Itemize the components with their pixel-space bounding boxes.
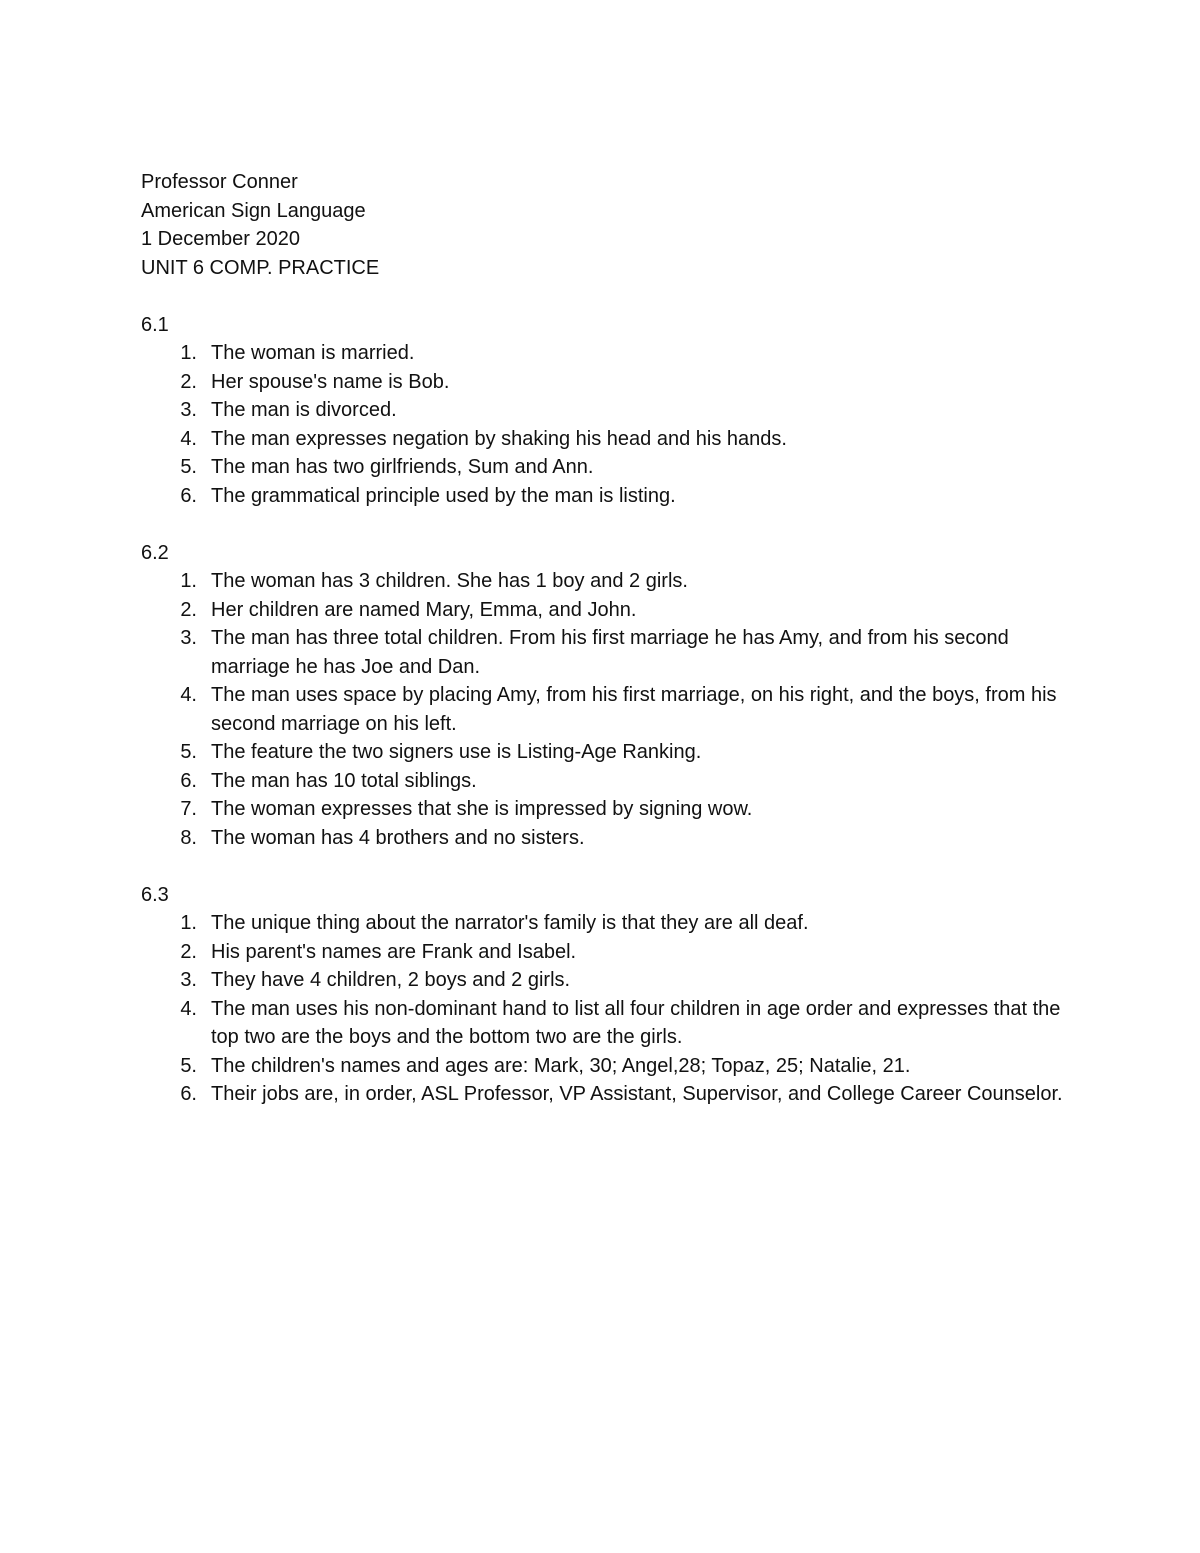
- list-item: [141, 824, 1071, 853]
- list-item: [141, 425, 1071, 454]
- list-item: [141, 396, 1071, 425]
- item-text: Her spouse's name is Bob.: [211, 370, 450, 393]
- list-item: [141, 1052, 1071, 1081]
- item-number: 4.: [180, 997, 197, 1020]
- item-text: The man has two girlfriends, Sum and Ann.: [211, 456, 594, 478]
- item-number: 2.: [180, 370, 197, 393]
- item-number: 1.: [180, 342, 197, 364]
- item-text: The grammatical principle used by the man is listing.: [211, 484, 676, 507]
- section-6-2: [141, 539, 1071, 853]
- item-text: The children's names and ages are: Mark, 30; Angel,28; Topaz, 25; Natalie, 21.: [211, 1054, 911, 1077]
- list-item: [141, 339, 1071, 368]
- section-6-3: [141, 881, 1071, 1109]
- list-item: [141, 368, 1071, 397]
- item-text: They have 4 children, 2 boys and 2 girls.: [211, 969, 571, 991]
- item-number: 7.: [180, 798, 197, 820]
- list-item: [141, 624, 1071, 681]
- item-number: 1.: [180, 570, 197, 592]
- item-text: Her children are named Mary, Emma, and John.: [211, 598, 637, 621]
- list-item: [141, 1080, 1071, 1109]
- item-number: 5.: [180, 741, 197, 763]
- professor-name: Professor Conner: [141, 171, 298, 193]
- list-item: [141, 966, 1071, 995]
- item-number: 1.: [180, 912, 197, 934]
- answer-list: [141, 339, 1071, 510]
- list-item: [141, 995, 1071, 1052]
- item-number: 4.: [180, 684, 197, 706]
- item-number: 8.: [180, 826, 197, 849]
- item-number: 2.: [180, 940, 197, 963]
- section-title: 6.1: [141, 313, 169, 336]
- list-item: [141, 482, 1071, 511]
- item-number: 4.: [180, 427, 197, 450]
- list-item: [141, 767, 1071, 796]
- item-text: The man is divorced.: [211, 399, 397, 421]
- item-text: The woman expresses that she is impressed by signing wow.: [211, 798, 753, 820]
- item-number: 6.: [180, 484, 197, 507]
- item-number: 6.: [180, 1083, 197, 1105]
- item-number: 5.: [180, 1054, 197, 1077]
- item-text: The feature the two signers use is Listing-Age Ranking.: [211, 741, 702, 763]
- item-text: The man has three total children. From his first marriage he has Amy, and from his second marriage he has Joe and Dan.: [211, 627, 1009, 678]
- section-title: 6.2: [141, 541, 169, 564]
- item-text: The woman is married.: [211, 342, 415, 364]
- list-item: [141, 567, 1071, 596]
- document-header: [141, 168, 1071, 282]
- item-text: The unique thing about the narrator's family is that they are all deaf.: [211, 912, 809, 934]
- item-number: 3.: [180, 969, 197, 991]
- item-number: 3.: [180, 399, 197, 421]
- document-page: [141, 168, 1071, 1109]
- item-text: Their jobs are, in order, ASL Professor, VP Assistant, Supervisor, and College Career Counselor.: [211, 1083, 1063, 1105]
- list-item: [141, 738, 1071, 767]
- item-text: His parent's names are Frank and Isabel.: [211, 940, 577, 963]
- item-text: The man has 10 total siblings.: [211, 769, 477, 792]
- list-item: [141, 681, 1071, 738]
- list-item: [141, 938, 1071, 967]
- item-text: The man uses his non-dominant hand to list all four children in age order and expresses that the top two are the boys and the bottom two are the girls.: [211, 997, 1061, 1048]
- section-6-1: [141, 311, 1071, 511]
- item-text: The man uses space by placing Amy, from his first marriage, on his right, and the boys, from his second marriage on his left.: [211, 684, 1057, 735]
- item-text: The woman has 4 brothers and no sisters.: [211, 826, 585, 849]
- section-title: 6.3: [141, 883, 169, 906]
- item-number: 2.: [180, 598, 197, 621]
- answer-list: [141, 909, 1071, 1109]
- item-number: 6.: [180, 769, 197, 792]
- course-name: American Sign Language: [141, 199, 366, 222]
- document-title: UNIT 6 COMP. PRACTICE: [141, 256, 380, 279]
- document-date: 1 December 2020: [141, 228, 300, 250]
- list-item: [141, 453, 1071, 482]
- item-number: 5.: [180, 456, 197, 478]
- list-item: [141, 596, 1071, 625]
- list-item: [141, 795, 1071, 824]
- list-item: [141, 909, 1071, 938]
- answer-list: [141, 567, 1071, 852]
- item-text: The man expresses negation by shaking his head and his hands.: [211, 427, 787, 450]
- item-text: The woman has 3 children. She has 1 boy and 2 girls.: [211, 570, 688, 592]
- item-number: 3.: [180, 627, 197, 649]
